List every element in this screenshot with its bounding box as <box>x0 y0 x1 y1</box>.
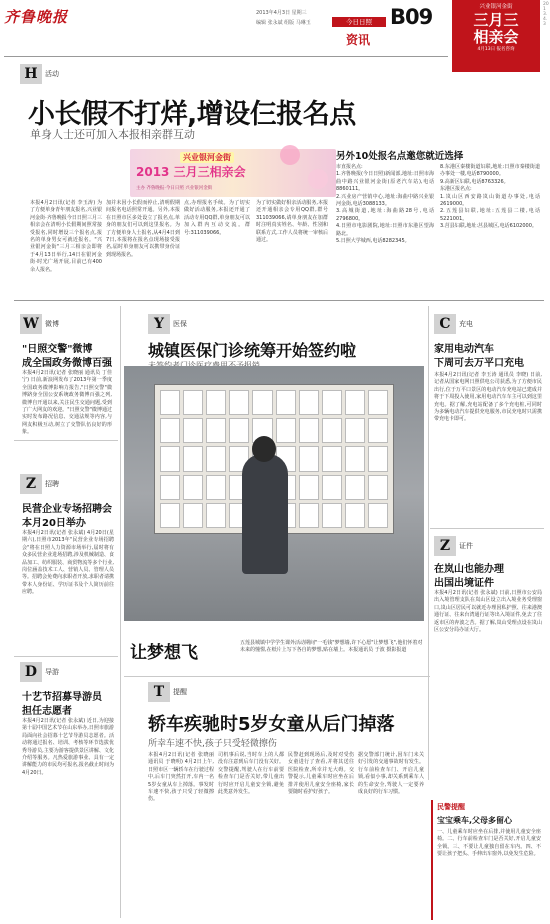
d-body: 本报4月2日讯(记者 张永斌) 近日,为迎接第十届中国艺术节在山东举办,日照市旅游局面向社会招募十艺节导游员志愿者。活动将通过报名、培训、考核等环节选拔优秀导游员,主要为游客提供景区讲解、文化介绍等服务。凡热爱旅游事业、具有一定讲解能力的市民均可报名,报名截止时间为4月20日。 <box>22 718 114 776</box>
section-label: 活动 <box>45 70 59 78</box>
section-letter: W <box>20 314 42 334</box>
z2-body: 本报4月2日讯(记者 张永斌) 日前,日照市公安局出入境管理支队在岚山区设立出入境业务受理窗口,岚山区居民可以就近办理因私护照、往来港澳通行证、往来台湾通行证等出入境证件,免去了往返市区的奔波之苦。据了解,岚山受理点设在岚山区公安分局办证大厅。 <box>434 590 542 634</box>
h-col-1: 本报4月2日讯(记者 李玉涛) 为了方便单身青年朋友报名,兴业银河金街·齐鲁晚报今日日照三月三相亲会在清明小长假期间照常接受报名,同时增设三个报名点,报名的单身男女可就近报名。"兴业银河金街"三月三相亲会即将于4月13日举行,14日在银河金街·时光广场开展,目前已有400余人报名。 <box>30 200 102 273</box>
section-letter: Y <box>148 314 170 334</box>
h-section-badge <box>20 64 59 84</box>
student-head <box>252 436 276 462</box>
t-section-badge <box>148 682 187 702</box>
w-section-badge <box>20 314 59 334</box>
ad-line-2: 三月三 <box>473 11 519 29</box>
h-subhead: 单身人士还可加入本报相亲群互动 <box>30 128 195 141</box>
section-letter: Z <box>20 474 42 494</box>
sidebar-title: 另外10处报名点邀您就近选择 <box>336 151 464 162</box>
c-section-badge <box>434 314 473 334</box>
section-label: 微博 <box>45 320 59 328</box>
section-letter: D <box>20 662 42 682</box>
h-col-2: 加并未因小长假而停止,清明假期间报名电话照常开通。另外,本报在日照市区多处设立了报名点,单身的朋友们可以到这里报名。为了方便单身人士报名,从4月4日到7日,本报将在报名点现场接受报名,届时单身朋友可以携带身份证到现场报名。 <box>106 200 180 258</box>
w-body: 本报4月2日讯(记者 张晓丽 通讯员 丁佳宁) 日前,新浪网发布了2013年第一季度全国政务微博影响力报告,"日照交警"微博跻身全国公安系统政务微博百强之列,微博自开通以来,关注民生交通问题,受到了广大网友的欢迎。"日照交警"微博通过实时发布路况信息、交通法规等内容,与网友积极互动,树立了交警队伍良好的形象。 <box>22 370 112 436</box>
t-col-3: 民警赶到现场后,及时对受伤女童进行了查看,并将其送往医院检查,所幸并无大碍。交警提示,儿童乘车时应坐在后排并使用儿童安全座椅,家长要随时看护好孩子。 <box>288 752 354 796</box>
h-col-3: 点,办理报名手续。为了切实做好活动服务,本报还开通了活动专用QQ群,单身朋友可以加入群内互动交流。群号:311039066。 <box>184 200 250 236</box>
tip-box-body: 一、儿童乘车时应坐在后排,并使用儿童安全座椅。二、行车前检查车门是否关好,开启儿童安全锁。三、不要让儿童独自留在车内。四、不要让孩子把头、手伸出车窗外,以免发生危险。 <box>437 829 541 858</box>
newspaper-logo: 齐鲁晚报 <box>4 8 69 26</box>
banner-top: 兴业银河金街 <box>180 152 234 163</box>
section-label: 导游 <box>45 668 59 676</box>
z1-body: 本报4月2日讯(记者 张永斌) 4月20日(星期六),日照市2013年"民营企业专场招聘会"将在日照人力资源市场举行,届时将有众多民营企业进场招聘,涉及机械制造、食品加工、纺织服装、商贸物流等多个行业,岗位涵盖技术工人、营销人员、管理人员等。招聘会免费向求职者开放,求职者请携带本人身份证、学历证书及个人简历前往应聘。 <box>22 530 114 596</box>
registration-sidebar <box>336 148 540 293</box>
h-col-4: 为了切实做好相亲活动服务,本报还开通相亲会专用QQ群,群号311039066,请单身朋友在加群时注明真实姓名、年龄、性别和联系方式,工作人员将统一审核后通过。 <box>256 200 328 244</box>
w-headline-1: "日照交警"微博 <box>22 344 93 355</box>
section-label: 招聘 <box>45 480 59 488</box>
section-letter: Z <box>434 536 456 556</box>
section-name: 资讯 <box>346 33 371 47</box>
z1-headline-1: 民营企业专场招聘会 <box>22 504 112 515</box>
tip-box-headline: 宝宝乘车,父母多留心 <box>437 816 513 825</box>
z2-headline-2: 出国出境证件 <box>434 578 494 589</box>
issue-date: 2013年4月3日 星期三 <box>256 10 307 16</box>
photo-title: 让梦想飞 <box>126 636 202 665</box>
d-headline-1: 十艺节招募导游员 <box>22 692 102 703</box>
t-col-1: 本报4月2日讯(记者 张晓丽 通讯员 于晓明) 4月2日上午,日照市区一辆轿车在行驶过程中,后车门突然打开,车内一名5岁女童从车上掉落。事发时车速不快,孩子只受了轻微擦伤。 <box>148 752 214 803</box>
y-section-badge <box>148 314 187 334</box>
c-body: 本报4月2日讯(记者 李玉涛 通讯员 李晓) 日前,记者从国家电网日照供电公司获悉,为了方便市民出行,位于万平口景区的电动汽车充电站已建成并将于下周投入使用,家用电动汽车车主可以到这里充电。据了解,充电站配备了多个充电桩,可同时为多辆电动汽车提供充电服务,市民充电时只需携带充电卡即可。 <box>434 372 542 423</box>
ad-box <box>452 0 540 72</box>
z2-headline-1: 在岚山也能办理 <box>434 564 504 575</box>
sidebar-left-list: 市直报名点: 1.齐鲁晚报(今日日照)新闻部,地址:日照市海曲中路兴业银河金街(原老汽车站),电话8860111。 2.兴业房产营销中心,地址:海曲中路兴业银河金街,电话3088133。 3.高城街道,地址:海曲路28号,电话2796800。 4.日照市电影剧院,地址:日照市东港区望海路北。 5.日照大学城西,电话8282345。 <box>336 164 434 245</box>
z2-section-badge <box>434 536 473 556</box>
news-photo <box>124 366 424 621</box>
section-label: 医保 <box>173 320 187 328</box>
t-headline: 轿车疾驰时5岁女童从后门掉落 <box>148 714 395 735</box>
ad-line-4: 4月13日 报名咨询 <box>477 47 515 52</box>
tip-box <box>431 800 543 920</box>
c-headline-1: 家用电动汽车 <box>434 344 494 355</box>
t-col-4: 据交警部门统计,因车门未关好引发的交通事故时有发生。行车前检查车门、开启儿童锁,看似小事,却关系到乘车人的生命安全,驾驶人一定要养成良好的行车习惯。 <box>358 752 424 796</box>
section-label: 证件 <box>459 542 473 550</box>
page-number: B09 <box>390 5 433 29</box>
event-banner <box>130 149 336 197</box>
section-label: 提醒 <box>173 688 187 696</box>
t-subhead: 所幸车速不快,孩子只受轻微擦伤 <box>148 739 277 749</box>
tip-box-title: 民警提醒 <box>437 803 465 811</box>
h-headline: 小长假不打烊,增设仨报名点 <box>28 99 356 130</box>
d-headline-2: 担任志愿者 <box>22 706 72 717</box>
section-tag: 今日日照 <box>332 17 386 27</box>
y-headline: 城镇医保门诊统筹开始签约啦 <box>148 341 357 360</box>
banner-main: 2013 三月三相亲会 <box>136 165 246 179</box>
z1-headline-2: 本月20日举办 <box>22 518 86 529</box>
ad-line-3: 相亲会 <box>473 28 519 46</box>
t-col-2: 司机事后说,当时车上的人都没有注意到后车门没有关好。交警提醒,驾驶人在行车前要检查车门是否关好,带儿童出行时应开启儿童安全锁,避免此类意外发生。 <box>218 752 284 796</box>
section-letter: C <box>434 314 456 334</box>
c-headline-2: 下周可去万平口充电 <box>434 358 524 369</box>
student-figure <box>242 454 288 574</box>
w-headline-2: 成全国政务微博百强 <box>22 358 112 369</box>
banner-bottom: 主办 齐鲁晚报·今日日照 兴业银河金街 <box>136 186 213 191</box>
section-letter: H <box>20 64 42 84</box>
section-letter: T <box>148 682 170 702</box>
z1-section-badge <box>20 474 59 494</box>
photo-caption: 五莲县城镇中学学生课外活动期间"一毛钱"梦想墙,许下心愿"让梦想飞",他们怀着对未来的憧憬,在纸片上写下各自的梦想,贴在墙上。本报通讯员 于波 摄影报道 <box>240 640 423 653</box>
sidebar-right-list: 8.东港区秦楼街道妇联,地址:日照市秦楼街道办事处一楼,电话8790000。 9.高新区妇联,电话8763326。 东港区报名点: 1.岚山区西安路岚山街道办事处,电话2619000。 2.五莲县妇联,地址:五莲县二楼,电话5221001。 3.莒县妇联,地址:莒县城区,电话6102000。 <box>440 164 540 230</box>
editor-line: 编辑 张永斌 组版 马琳玉 <box>256 20 311 26</box>
side-code: 2013.4.3 <box>543 2 549 27</box>
section-label: 充电 <box>459 320 473 328</box>
d-section-badge <box>20 662 59 682</box>
ad-line-1: 兴业银河金街 <box>479 4 513 10</box>
